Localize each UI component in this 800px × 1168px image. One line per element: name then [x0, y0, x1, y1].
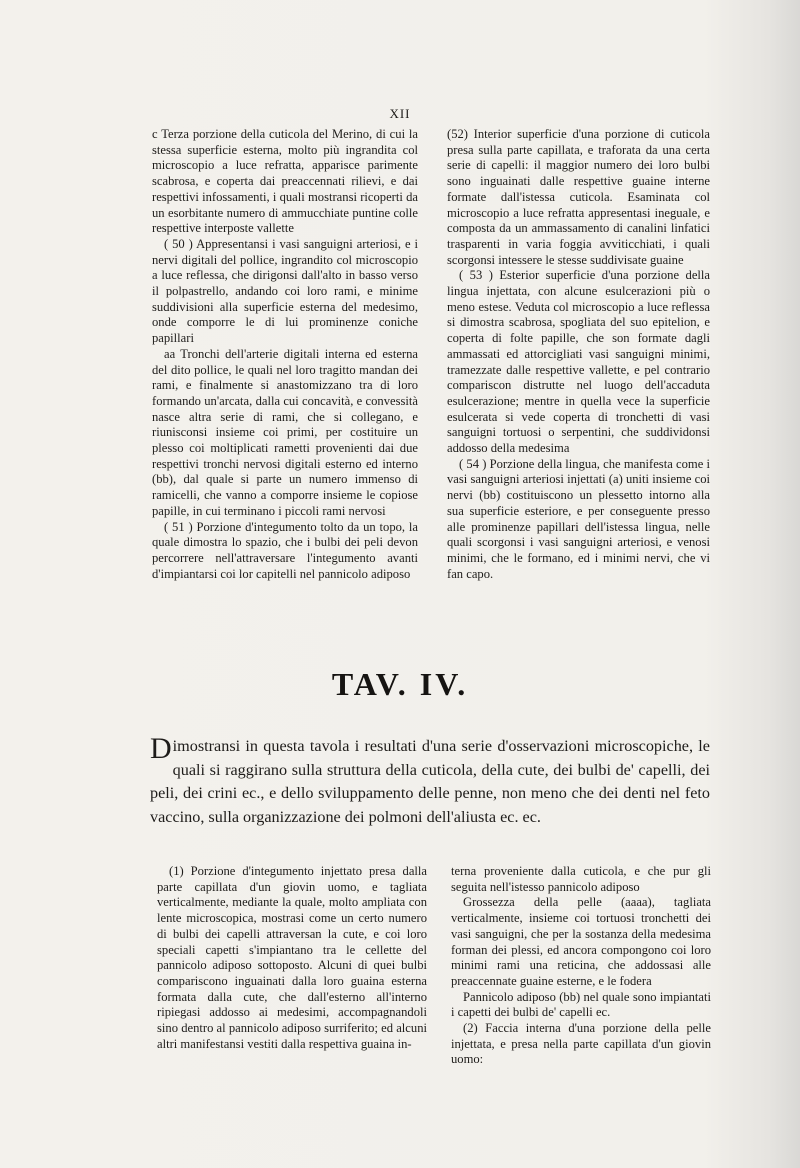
paragraph: (2) Faccia interna d'una porzione della pelle injettata, e presa nella parte capillata d'un giovin uomo:: [451, 1021, 711, 1067]
page-number: XII: [389, 106, 411, 121]
bottom-right-column: [451, 864, 711, 1068]
paragraph: Grossezza della pelle (aaaa), tagliata verticalmente, insieme coi tortuosi tronchetti dei vasi sanguigni, che per la sostanza della medesima forman dei plessi, ed ancora compongono coi loro minimi rami una reticina, che addossasi alle preaccennate guaine esterne, e le fodera: [451, 895, 711, 988]
top-left-column: [152, 127, 418, 582]
paragraph: ( 54 ) Porzione della lingua, che manifesta come i vasi sanguigni arteriosi injettati (a) uniti insieme coi nervi (bb) costituiscono un plessetto intorno alla sua superficie esteriore, e per conseguente presso alle prominenze papillari dell'istessa lingua, nelle quali scorgonsi i vasi sanguigni arteriosi, e venosi minimi, che le formano, ed i minimi nervi, che vi fan capo.: [447, 456, 710, 581]
paragraph: aa Tronchi dell'arterie digitali interna ed esterna del dito pollice, le quali nel loro tragitto mandan dei rami, e finalmente si anastomizzano tra di loro formando un'arcata, dalla cui concavità, e convessità nasce altra serie di rami, che si collegano, e riunisconsi insieme coi primi, per costituire un plesso coi moltiplicati rametti provenienti dai due respettivi tronchi nervosi digitali esterno ed interno (bb), dal quale si parte un numero immenso di ramicelli, che vanno a comporre insieme le copiose papille, in cui terminano i piccoli rami nervosi: [152, 346, 418, 518]
paragraph: ( 51 ) Porzione d'integumento tolto da un topo, la quale dimostra lo spazio, che i bulbi dei peli devon percorrere nell'attraversare l'integumento avanti d'impiantarsi coi lor capitelli nel pannicolo adiposo: [152, 519, 418, 581]
intro-paragraph: [150, 732, 710, 829]
drop-cap: D: [150, 732, 172, 765]
bottom-left-column: [157, 864, 427, 1052]
paragraph: Pannicolo adiposo (bb) nel quale sono impiantati i capetti dei bulbi de' capelli ec.: [451, 989, 711, 1020]
paragraph: c Terza porzione della cuticola del Merino, di cui la stessa superficie esterna, molto più ingrandita col microscopio a luce refratta, apparisce parimente scabrosa, e coperta dai preaccennati rilievi, e dai respettivi infossamenti, i quali mostransi ricoperti da un esorbitante numero di ammucchiate puntine colle respettive interposte vallette: [152, 127, 418, 236]
paragraph: (1) Porzione d'integumento injettato presa dalla parte capillata d'un giovin uomo, e tagliata verticalmente, mediante la quale, molto ampliata con lente microscopica, mostrasi come un certo numero di bulbi dei capelli attraversan la cute, e coi loro speciali capetti s'impiantano tra le cellette del pannicolo adiposo sottoposto. Alcuni di quei bulbi compariscono inguainati dalla loro guaina esterna formata dalla cute, che dall'esterno all'interno ripiegasi addosso ai medesimi, accompagnandoli sino dentro al pannicolo adiposo surriferito; ed alcuni altri manifestansi vestiti dalla respettiva guaina in-: [157, 864, 427, 1051]
paragraph: terna proveniente dalla cuticola, e che pur gli seguita nell'istesso pannicolo adiposo: [451, 864, 711, 894]
plate-title: TAV. IV.: [331, 666, 469, 702]
intro-text: imostransi in questa tavola i resultati d'una serie d'osservazioni microscopiche, le quali si raggirano sulla struttura della cuticola, della cute, dei bulbi de' capelli, dei peli, dei crini ec., e dello sviluppamento delle penne, non meno che dei denti nel feto vaccino, sulla organizzazione dei polmoni dell'aliusta ec. ec.: [150, 737, 710, 826]
paragraph: (52) Interior superficie d'una porzione di cuticola presa sulla parte capillata, e traforata da una certa serie di capelli: il maggior numero dei loro bulbi sono inguainati dalle respettive guaine interne formate dall'istessa cuticola. Esaminata col microscopio a luce refratta appresentasi ineguale, e composta da un ammassamento di canalini linfatici trasparenti in varia foggia avviticchiati, i quali scorgonsi intessere le stesse suddivisate guaine: [447, 127, 710, 267]
paragraph: ( 53 ) Esterior superficie d'una porzione della lingua injettata, con alcune esulcerazioni più o meno estese. Veduta col microscopio a luce reflessa si dimostra scabrosa, spogliata del suo epitelion, e coperta di folte papille, che son formate dagli ammassati ed attorcigliati vasi sanguigni minimi, tramezzate dalle respettive vallette, e pel contrario compariscon distrutte nel luogo dell'accaduta esulcerazione; mentre in quella vece la superficie esulcerata si vede coperta di tronchetti di vasi sanguigni tortuosi o serpentini, che suddividonsi addosso della medesima: [447, 268, 710, 456]
paragraph: ( 50 ) Appresentansi i vasi sanguigni arteriosi, e i nervi digitali del pollice, ingrandito col microscopio a luce reflessa, che dirigonsi dall'alto in basso verso il polpastrello, andando coi loro rami, e minime suddivisioni alla superficie esterna del medesimo, onde comporre le di lui prominenze coniche papillari: [152, 236, 418, 346]
top-right-column: [447, 127, 710, 582]
